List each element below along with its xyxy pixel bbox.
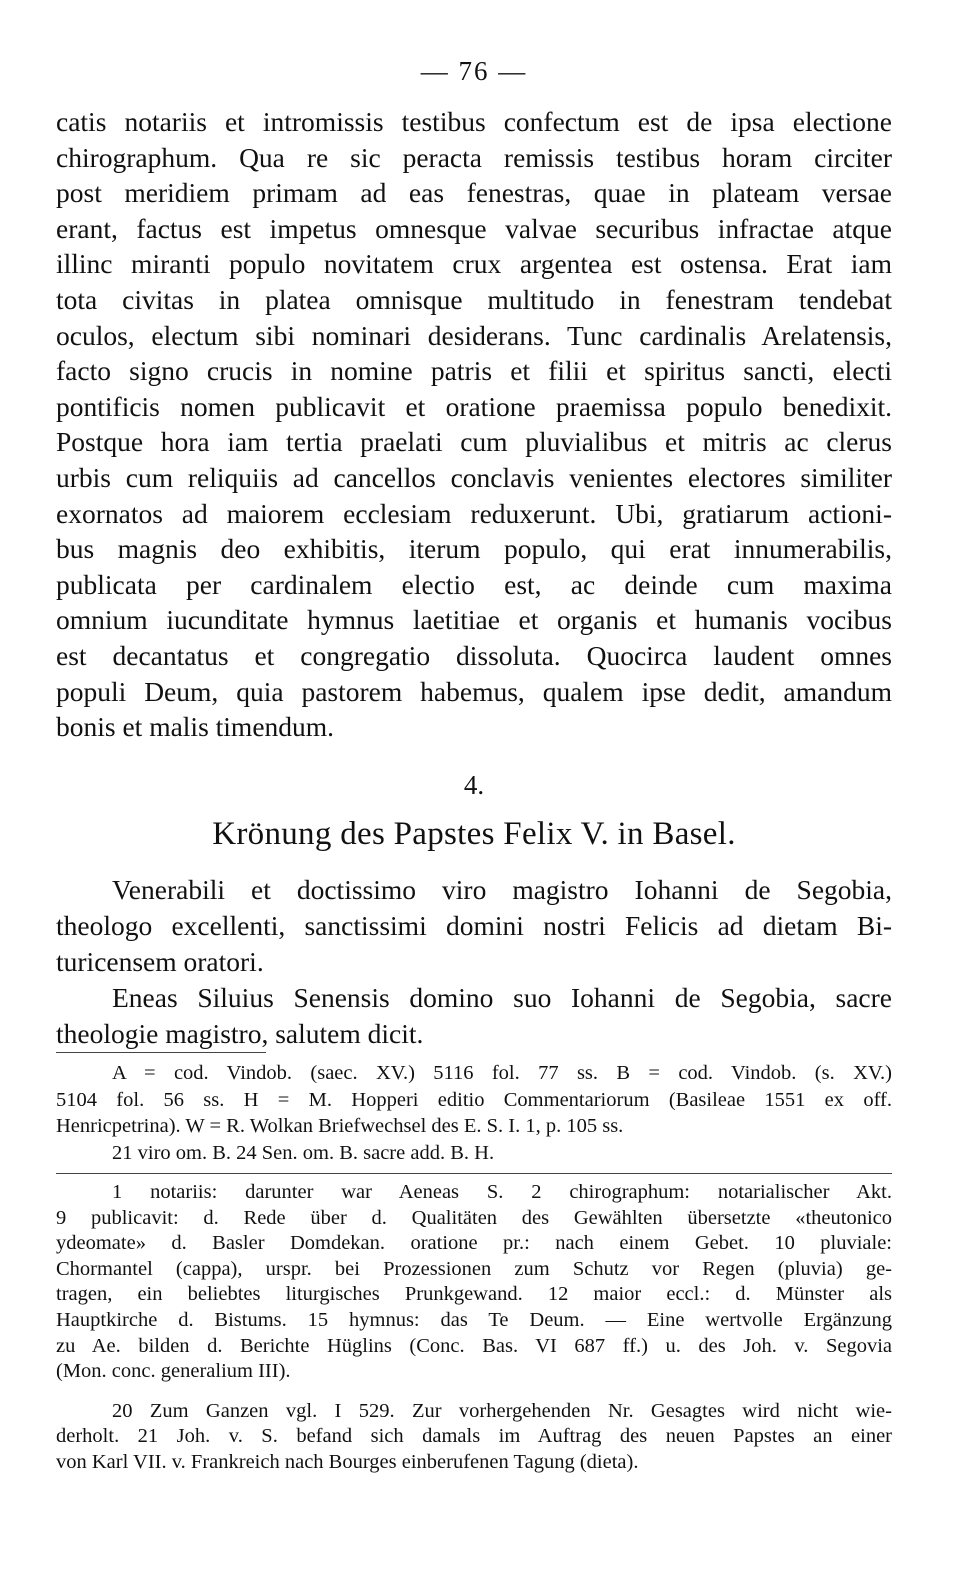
- apparatus-line: 5104 fol. 56 ss. H = M. Hopperi editio Commentariorum (Basileae 1551 ex off.: [56, 1088, 892, 1111]
- address-line: theologo excellenti, sanctissimi domini nostri Felicis ad dietam Bi-: [56, 910, 892, 941]
- note-gap: [56, 1385, 892, 1399]
- text-line: est decantatus et congregatio dissoluta. Quocirca laudent omnes: [56, 639, 892, 671]
- commentary-notes: [56, 1180, 892, 1476]
- note-line: 20 Zum Ganzen vgl. I 529. Zur vorhergehenden Nr. Gesagtes wird nicht wie-: [112, 1399, 892, 1422]
- note-line: Chormantel (cappa), urspr. bei Prozessionen zum Schutz vor Regen (pluvia) ge-: [56, 1257, 892, 1280]
- text-line: pontificis nomen publicavit et oratione praemissa populo benedixit.: [56, 390, 892, 422]
- text-line: catis notariis et intromissis testibus confectum est de ipsa electione: [56, 106, 892, 137]
- note-line: von Karl VII. v. Frankreich nach Bourges einberufenen Tagung (dieta).: [56, 1450, 639, 1473]
- section-title: Krönung des Papstes Felix V. in Basel.: [212, 816, 736, 852]
- note-line: derholt. 21 Joh. v. S. befand sich damals im Auftrag des neuen Papstes an einer: [56, 1425, 892, 1448]
- apparatus-line: A = cod. Vindob. (saec. XV.) 5116 fol. 77 ss. B = cod. Vindob. (s. XV.): [112, 1062, 892, 1084]
- text-line: chirographum. Qua re sic peracta remissis testibus horam circiter: [56, 141, 892, 173]
- note-line: Hauptkirche d. Bistums. 15 hymnus: das Te Deum. — Eine wertvolle Ergänzung: [56, 1308, 892, 1331]
- address-line: Venerabili et doctissimo viro magistro Iohanni de Segobia,: [112, 874, 892, 905]
- text-line: urbis cum reliquiis ad cancellos conclavis venientes electores similiter: [56, 461, 892, 493]
- address-line: turicensem oratori.: [56, 946, 264, 977]
- text-line: omnium iucunditate hymnus laetitiae et organis et humanis vocibus: [56, 604, 892, 636]
- critical-apparatus: [56, 1060, 892, 1166]
- apparatus-line: Henricpetrina). W = R. Wolkan Briefwechsel des E. S. I. 1, p. 105 ss.: [56, 1115, 624, 1137]
- text-line: populi Deum, quia pastorem habemus, qualem ipse dedit, amandum: [56, 675, 892, 707]
- section-number: 4.: [463, 770, 485, 800]
- note-line: ydeomate» d. Basler Domdekan. oratione pr.: nach einem Gebet. 10 pluviale:: [56, 1232, 892, 1255]
- text-line: post meridiem primam ad eas fenestras, quae in plateam versae: [56, 177, 892, 209]
- text-line: Postque hora iam tertia praelati cum pluvialibus et mitris ac clerus: [56, 426, 892, 458]
- text-line: erant, factus est impetus omnesque valvae securibus infractae atque: [56, 212, 892, 244]
- page-number: — 76 —: [420, 56, 528, 86]
- apparatus-line: 21 viro om. B. 24 Sen. om. B. sacre add. B. H.: [112, 1141, 495, 1164]
- note-line: tragen, ein beliebtes liturgisches Prunkgewand. 12 maior eccl.: d. Münster als: [56, 1283, 892, 1306]
- main-text: [56, 104, 892, 745]
- salutation-line: theologie magistro, salutem dicit.: [56, 1018, 424, 1049]
- notes-divider: [56, 1173, 892, 1174]
- note-line: 9 publicavit: d. Rede über d. Qualitäten des Gewählten übersetzte «theutonico: [56, 1206, 892, 1229]
- text-line: tota civitas in platea omnisque multitudo in fenestram tendebat: [56, 283, 892, 315]
- note-line: (Mon. conc. generalium III).: [56, 1360, 291, 1383]
- text-line: exornatos ad maiorem ecclesiam reduxerunt. Ubi, gratiarum actioni-: [56, 497, 892, 529]
- text-line: publicata per cardinalem electio est, ac deinde cum maxima: [56, 568, 892, 600]
- note-line: zu Ae. bilden d. Berichte Hüglins (Conc. Bas. VI 687 ff.) u. des Joh. v. Segovia: [56, 1334, 892, 1357]
- note-line: 1 notariis: darunter war Aeneas S. 2 chirographum: notarialischer Akt.: [112, 1181, 892, 1203]
- apparatus-divider: [56, 1052, 266, 1053]
- letter-address: [56, 872, 892, 1052]
- text-line: bonis et malis timendum.: [56, 711, 335, 743]
- text-line: facto signo crucis in nomine patris et filii et spiritus sancti, electi: [56, 355, 892, 387]
- text-line: bus magnis deo exhibitis, iterum populo, qui erat innumerabilis,: [56, 533, 892, 565]
- text-line: illinc miranti populo novitatem crux argentea est ostensa. Erat iam: [56, 248, 892, 280]
- text-line: oculos, electum sibi nominari desiderans. Tunc cardinalis Arelatensis,: [56, 319, 892, 351]
- salutation-line: Eneas Siluius Senensis domino suo Iohanni de Segobia, sacre: [112, 982, 892, 1013]
